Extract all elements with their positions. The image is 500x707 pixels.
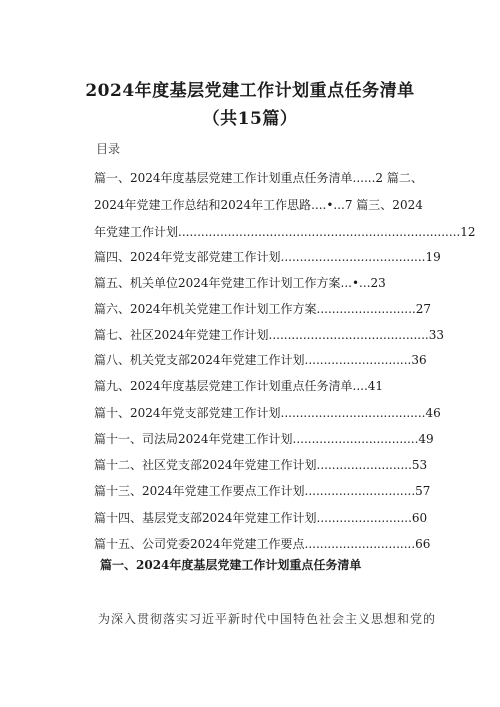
toc-line[interactable]: 篇八、机关党支部2024年党建工作计划............................36 <box>94 353 427 367</box>
toc-line[interactable]: 篇十五、公司党委2024年党建工作要点.............................66 <box>94 537 431 551</box>
toc-line[interactable]: 年党建工作计划..........................................................................12 <box>94 225 476 239</box>
section-title: 篇一、2024年度基层党建工作计划重点任务清单 <box>100 558 362 572</box>
toc-line[interactable]: 篇九、2024年度基层党建工作计划重点任务清单....41 <box>94 379 384 393</box>
toc-line[interactable]: 篇十、2024年党支部党建工作计划......................................46 <box>94 406 441 420</box>
toc-line[interactable]: 篇十三、2024年党建工作要点工作计划.............................57 <box>94 484 431 498</box>
document-subtitle: （共15篇） <box>202 109 298 129</box>
toc-line[interactable]: 篇一、2024年度基层党建工作计划重点任务清单......2 篇二、 <box>94 171 423 185</box>
body-paragraph: 为深入贯彻落实习近平新时代中国特色社会主义思想和党的 <box>98 612 437 626</box>
toc-line[interactable]: 篇五、机关单位2024年党建工作计划工作方案...•...23 <box>94 276 386 290</box>
toc-heading: 目录 <box>96 142 121 156</box>
toc-line[interactable]: 2024年党建工作总结和2024年工作思路....•...7 篇三、2024 <box>94 198 423 212</box>
toc-line[interactable]: 篇七、社区2024年党建工作计划..........................................33 <box>94 328 445 342</box>
toc-line[interactable]: 篇十四、基层党支部2024年党建工作计划.........................60 <box>94 511 428 525</box>
toc-line[interactable]: 篇四、2024年党支部党建工作计划......................................19 <box>94 250 441 264</box>
toc-line[interactable]: 篇十一、司法局2024年党建工作计划.................................49 <box>94 432 434 446</box>
toc-line[interactable]: 篇十二、社区党支部2024年党建工作计划.........................53 <box>94 458 428 472</box>
toc-line[interactable]: 篇六、2024年机关党建工作计划工作方案..........................27 <box>94 302 431 316</box>
document-title: 2024年度基层党建工作计划重点任务清单 <box>85 81 415 101</box>
